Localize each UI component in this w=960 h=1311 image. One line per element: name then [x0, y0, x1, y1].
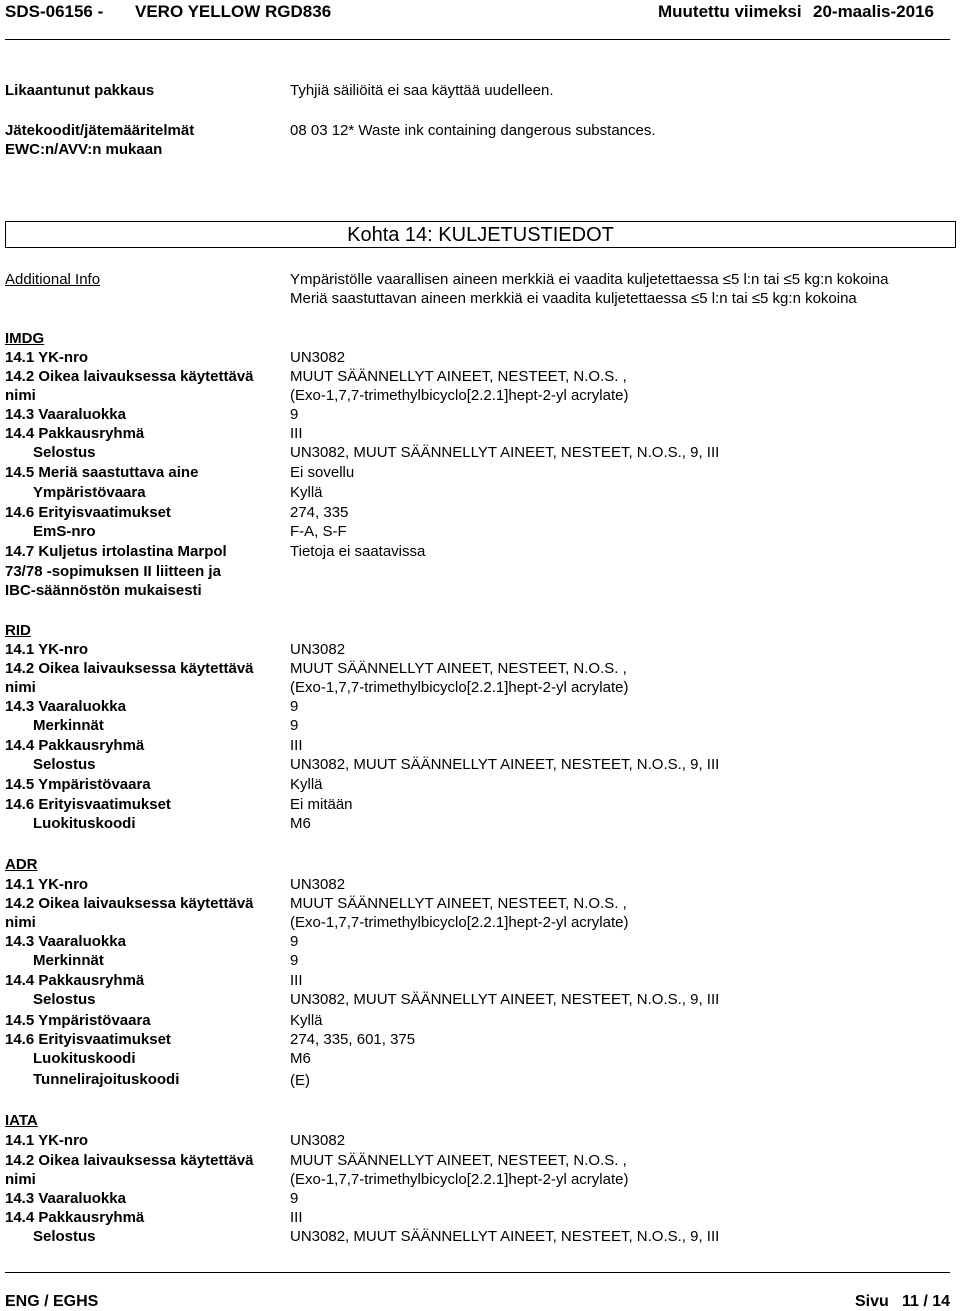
additional-info-line2: Meriä saastuttavan aineen merkkiä ei vaadita kuljetettaessa ≤5 l:n tai ≤5 kg:n kokoina [290, 290, 857, 307]
rid-label-shipping-name: 14.2 Oikea laivauksessa käytettävä [5, 660, 254, 677]
rid-value-shipping-name: MUUT SÄÄNNELLYT AINEET, NESTEET, N.O.S. , [290, 660, 627, 677]
imdg-value-env: Kyllä [290, 484, 323, 501]
imdg-value-special: 274, 335 [290, 504, 349, 521]
imdg-label-un: 14.1 YK-nro [5, 349, 89, 366]
rid-value-description: UN3082, MUUT SÄÄNNELLYT AINEET, NESTEET, N.O.S., 9, III [290, 756, 720, 773]
additional-info-label: Additional Info [5, 271, 101, 288]
imdg-label-class: 14.3 Vaaraluokka [5, 406, 126, 423]
imdg-value-packing: III [290, 425, 303, 442]
revised-label: Muutettu viimeksi [658, 2, 802, 21]
adr-label-shipping-name: 14.2 Oikea laivauksessa käytettävä [5, 895, 254, 912]
iata-title: IATA [5, 1112, 38, 1129]
product-name: VERO YELLOW RGD836 [135, 2, 332, 21]
rid-value-name: (Exo-1,7,7-trimethylbicyclo[2.2.1]hept-2-yl acrylate) [290, 679, 629, 696]
adr-label-name: nimi [5, 914, 36, 931]
revised-date: 20-maalis-2016 [813, 2, 934, 21]
iata-value-un: UN3082 [290, 1132, 346, 1149]
imdg-label-ems: EmS-nro [33, 523, 96, 540]
adr-value-tunnel: (E) [290, 1072, 310, 1089]
rid-title: RID [5, 622, 31, 639]
iata-label-shipping-name: 14.2 Oikea laivauksessa käytettävä [5, 1152, 254, 1169]
adr-value-labels: 9 [290, 952, 299, 969]
rid-label-description: Selostus [33, 756, 96, 773]
imdg-label-description: Selostus [33, 444, 96, 461]
adr-value-description: UN3082, MUUT SÄÄNNELLYT AINEET, NESTEET, N.O.S., 9, III [290, 991, 720, 1008]
imdg-value-class: 9 [290, 406, 299, 423]
adr-value-class: 9 [290, 933, 299, 950]
adr-value-packing: III [290, 972, 303, 989]
imdg-title: IMDG [5, 330, 45, 347]
imdg-value-un: UN3082 [290, 349, 346, 366]
iata-value-description: UN3082, MUUT SÄÄNNELLYT AINEET, NESTEET, N.O.S., 9, III [290, 1228, 720, 1245]
additional-info-line1: Ympäristölle vaarallisen aineen merkkiä ei vaadita kuljetettaessa ≤5 l:n tai ≤5 kg:n kokoina [290, 271, 889, 288]
imdg-label-packing: 14.4 Pakkausryhmä [5, 425, 145, 442]
contaminated-label: Likaantunut pakkaus [5, 82, 155, 99]
iata-label-name: nimi [5, 1171, 36, 1188]
contaminated-value: Tyhjiä säiliöitä ei saa käyttää uudelleen. [290, 82, 554, 99]
adr-label-un: 14.1 YK-nro [5, 876, 89, 893]
imdg-label-name: nimi [5, 387, 36, 404]
section-14-title: Kohta 14: KULJETUSTIEDOT [5, 221, 956, 248]
iata-label-description: Selostus [33, 1228, 96, 1245]
iata-value-packing: III [290, 1209, 303, 1226]
imdg-value-bulk: Tietoja ei saatavissa [290, 543, 426, 560]
adr-label-tunnel: Tunnelirajoituskoodi [33, 1071, 180, 1088]
iata-value-shipping-name: MUUT SÄÄNNELLYT AINEET, NESTEET, N.O.S. , [290, 1152, 627, 1169]
iata-value-class: 9 [290, 1190, 299, 1207]
adr-label-special: 14.6 Erityisvaatimukset [5, 1031, 171, 1048]
iata-value-name: (Exo-1,7,7-trimethylbicyclo[2.2.1]hept-2-yl acrylate) [290, 1171, 629, 1188]
rid-value-special: Ei mitään [290, 796, 353, 813]
adr-title: ADR [5, 856, 38, 873]
rid-value-un: UN3082 [290, 641, 346, 658]
footer-rule [5, 1272, 950, 1273]
imdg-label-shipping-name: 14.2 Oikea laivauksessa käytettävä [5, 368, 254, 385]
rid-label-name: nimi [5, 679, 36, 696]
rid-label-env: 14.5 Ympäristövaara [5, 776, 151, 793]
rid-label-class: 14.3 Vaaraluokka [5, 698, 126, 715]
footer-page-number: 11 / 14 [902, 1293, 951, 1310]
imdg-value-ems: F-A, S-F [290, 523, 347, 540]
doc-id: SDS-06156 - [5, 2, 104, 21]
iata-label-un: 14.1 YK-nro [5, 1132, 89, 1149]
rid-label-classcode: Luokituskoodi [33, 815, 136, 832]
rid-value-classcode: M6 [290, 815, 311, 832]
imdg-value-marine: Ei sovellu [290, 464, 355, 481]
rid-label-packing: 14.4 Pakkausryhmä [5, 737, 145, 754]
rid-label-un: 14.1 YK-nro [5, 641, 89, 658]
iata-label-packing: 14.4 Pakkausryhmä [5, 1209, 145, 1226]
rid-label-special: 14.6 Erityisvaatimukset [5, 796, 171, 813]
imdg-label-bulk-3: IBC-säännöstön mukaisesti [5, 582, 202, 599]
footer-page-label: Sivu [855, 1293, 889, 1310]
adr-label-description: Selostus [33, 991, 96, 1008]
rid-label-labels: Merkinnät [33, 717, 104, 734]
adr-value-classcode: M6 [290, 1050, 311, 1067]
rid-value-class: 9 [290, 698, 299, 715]
adr-label-classcode: Luokituskoodi [33, 1050, 136, 1067]
waste-label-1: Jätekoodit/jätemääritelmät [5, 122, 195, 139]
imdg-value-shipping-name: MUUT SÄÄNNELLYT AINEET, NESTEET, N.O.S. , [290, 368, 627, 385]
adr-value-shipping-name: MUUT SÄÄNNELLYT AINEET, NESTEET, N.O.S. , [290, 895, 627, 912]
adr-value-special: 274, 335, 601, 375 [290, 1031, 416, 1048]
iata-label-class: 14.3 Vaaraluokka [5, 1190, 126, 1207]
header-rule [5, 39, 950, 40]
rid-value-labels: 9 [290, 717, 299, 734]
imdg-label-special: 14.6 Erityisvaatimukset [5, 504, 171, 521]
imdg-value-name: (Exo-1,7,7-trimethylbicyclo[2.2.1]hept-2-yl acrylate) [290, 387, 629, 404]
footer-language: ENG / EGHS [5, 1293, 99, 1310]
imdg-label-bulk: 14.7 Kuljetus irtolastina Marpol [5, 543, 227, 560]
adr-label-class: 14.3 Vaaraluokka [5, 933, 126, 950]
imdg-label-bulk-2: 73/78 -sopimuksen II liitteen ja [5, 563, 221, 580]
adr-value-name: (Exo-1,7,7-trimethylbicyclo[2.2.1]hept-2-yl acrylate) [290, 914, 629, 931]
rid-value-env: Kyllä [290, 776, 323, 793]
adr-value-un: UN3082 [290, 876, 346, 893]
rid-value-packing: III [290, 737, 303, 754]
adr-label-packing: 14.4 Pakkausryhmä [5, 972, 145, 989]
adr-label-labels: Merkinnät [33, 952, 104, 969]
imdg-label-env: Ympäristövaara [33, 484, 146, 501]
imdg-label-marine: 14.5 Meriä saastuttava aine [5, 464, 199, 481]
adr-value-env: Kyllä [290, 1012, 323, 1029]
adr-label-env: 14.5 Ympäristövaara [5, 1012, 151, 1029]
waste-label-2: EWC:n/AVV:n mukaan [5, 141, 163, 158]
waste-value: 08 03 12* Waste ink containing dangerous substances. [290, 122, 656, 139]
imdg-value-description: UN3082, MUUT SÄÄNNELLYT AINEET, NESTEET, N.O.S., 9, III [290, 444, 720, 461]
